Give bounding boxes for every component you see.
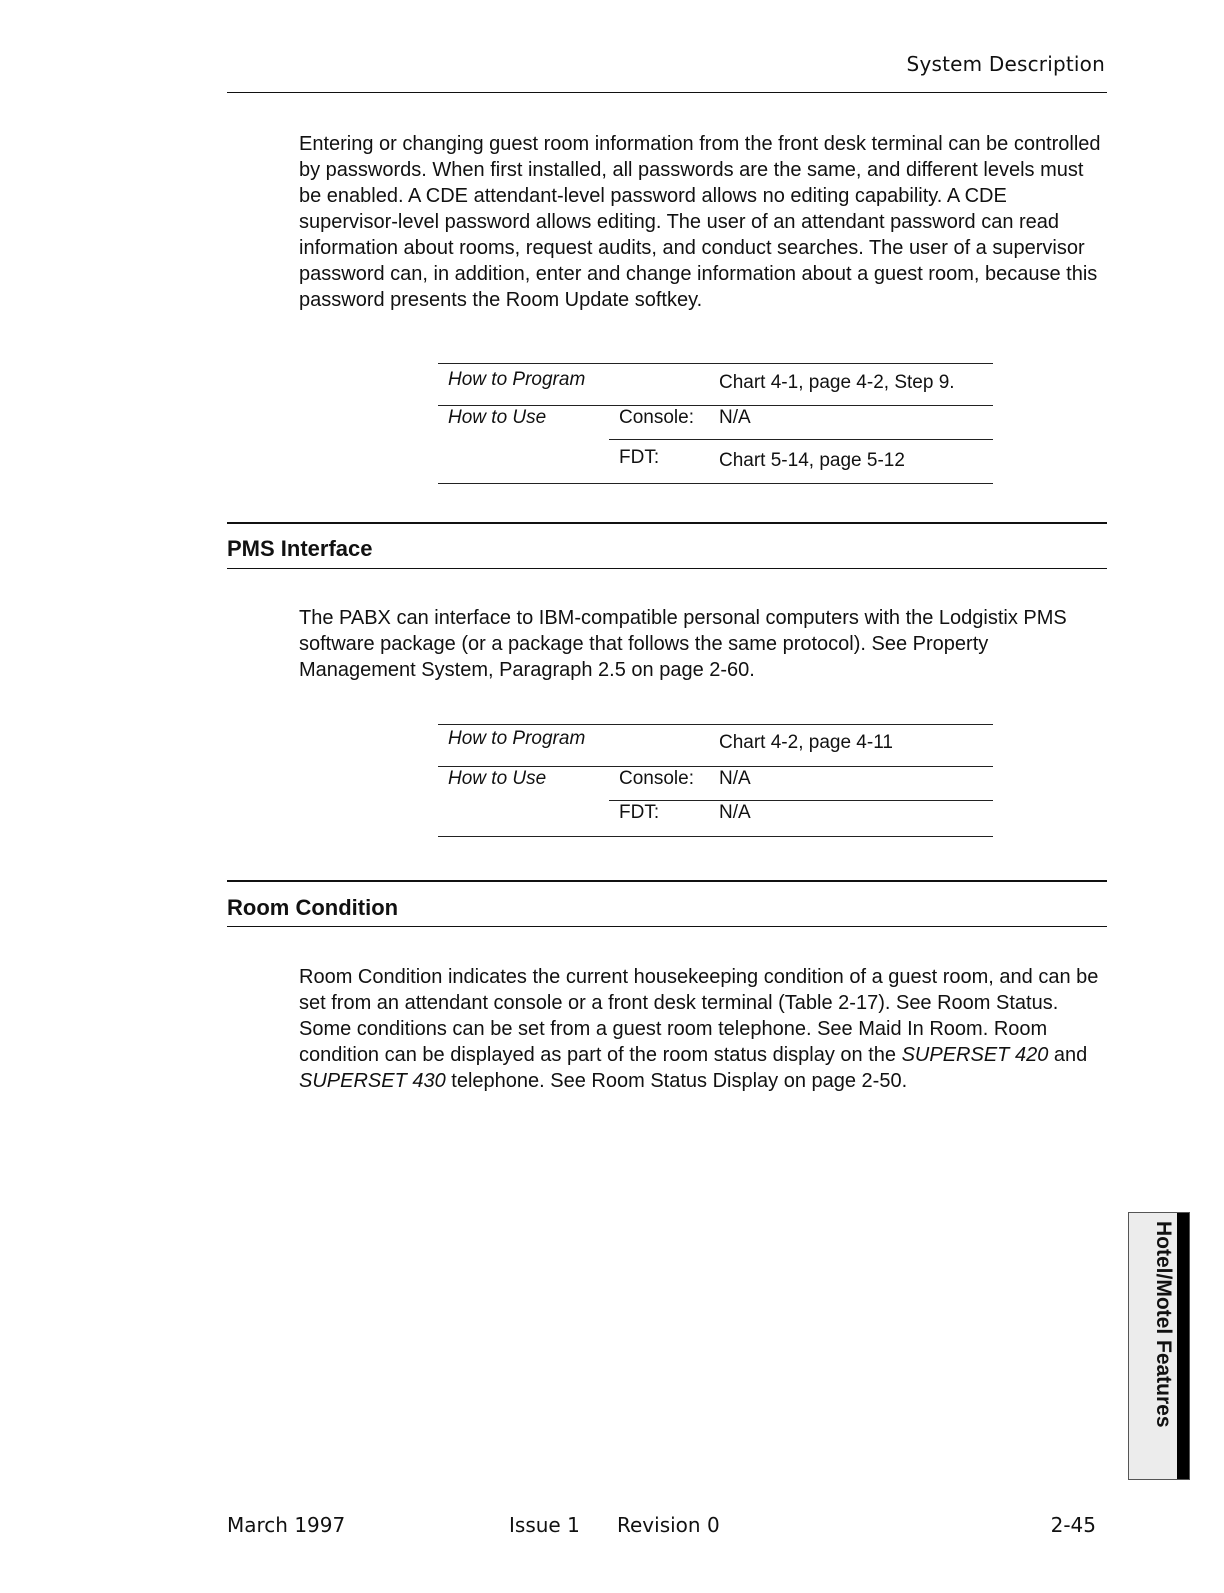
header-rule [227, 92, 1107, 93]
pms-reference-table [438, 724, 993, 844]
superset-430-model: SUPERSET 430 [299, 1070, 446, 1092]
footer-page-number: 2-45 [1050, 1513, 1096, 1537]
table-row-program [438, 369, 993, 409]
console-value: N/A [719, 407, 751, 428]
fdt-label: FDT: [619, 802, 660, 823]
room-condition-top-rule [227, 880, 1107, 882]
footer-date: March 1997 [227, 1513, 346, 1537]
side-tab-label: Hotel/Motel Features [1152, 1221, 1175, 1428]
side-tab-bar [1177, 1213, 1189, 1479]
table-row-fdt [438, 447, 993, 487]
intro-reference-table [438, 363, 993, 483]
superset-420-model: SUPERSET 420 [901, 1044, 1049, 1066]
how-to-use-label: How to Use [448, 768, 547, 789]
fdt-value: Chart 5-14, page 5-12 [719, 450, 905, 471]
fdt-label: FDT: [619, 447, 660, 468]
console-label: Console: [619, 407, 694, 428]
how-to-program-label: How to Program [448, 728, 586, 749]
pms-section-bottom-rule [227, 568, 1107, 569]
pms-paragraph: The PABX can interface to IBM-compatible personal computers with the Lodgistix PMS software package (or a package that follows the same protocol). See Property Management System, Paragraph 2.5 on page 2-60. [299, 607, 1067, 681]
footer-revision: Revision 0 [617, 1513, 720, 1537]
room-condition-text-1: Room Condition indicates the current housekeeping condition of a guest room, and can be set from an attendant console or a front desk terminal (Table 2-17). See Room Status. Some conditions can be set from a guest room telephone. See Maid In Room. Room condition can be displayed as part of the room status display on the [299, 966, 1099, 1066]
footer-issue: Issue 1 [509, 1513, 580, 1537]
how-to-program-value: Chart 4-2, page 4-11 [719, 732, 893, 753]
chapter-side-tab [1128, 1212, 1190, 1480]
table-row-program [438, 728, 993, 768]
how-to-program-label: How to Program [448, 369, 586, 390]
room-condition-section-title: Room Condition [227, 895, 399, 920]
fdt-value: N/A [719, 802, 751, 823]
console-label: Console: [619, 768, 694, 789]
table-row-console [438, 407, 993, 447]
pms-section-top-rule [227, 522, 1107, 524]
room-condition-text-3: telephone. See Room Status Display on page 2-50. [445, 1070, 908, 1092]
how-to-use-label: How to Use [448, 407, 547, 428]
console-value: N/A [719, 768, 751, 789]
room-condition-paragraph [299, 964, 1107, 1094]
running-header: System Description [906, 52, 1105, 76]
how-to-program-value: Chart 4-1, page 4-2, Step 9. [719, 372, 955, 393]
intro-paragraph: Entering or changing guest room information from the front desk terminal can be controlled by passwords. When first installed, all passwords are the same, and different levels must be enabled. A CDE attendant-level password allows no editing capability. A CDE supervisor-level password allows editing. The user of an attendant password can read information about rooms, request audits, and conduct searches. The user of a supervisor password can, in addition, enter and change information about a guest room, because this password presents the Room Update softkey. [299, 133, 1101, 311]
pms-section-title: PMS Interface [227, 536, 373, 561]
room-condition-text-2: and [1048, 1044, 1088, 1066]
room-condition-bottom-rule [227, 926, 1107, 927]
